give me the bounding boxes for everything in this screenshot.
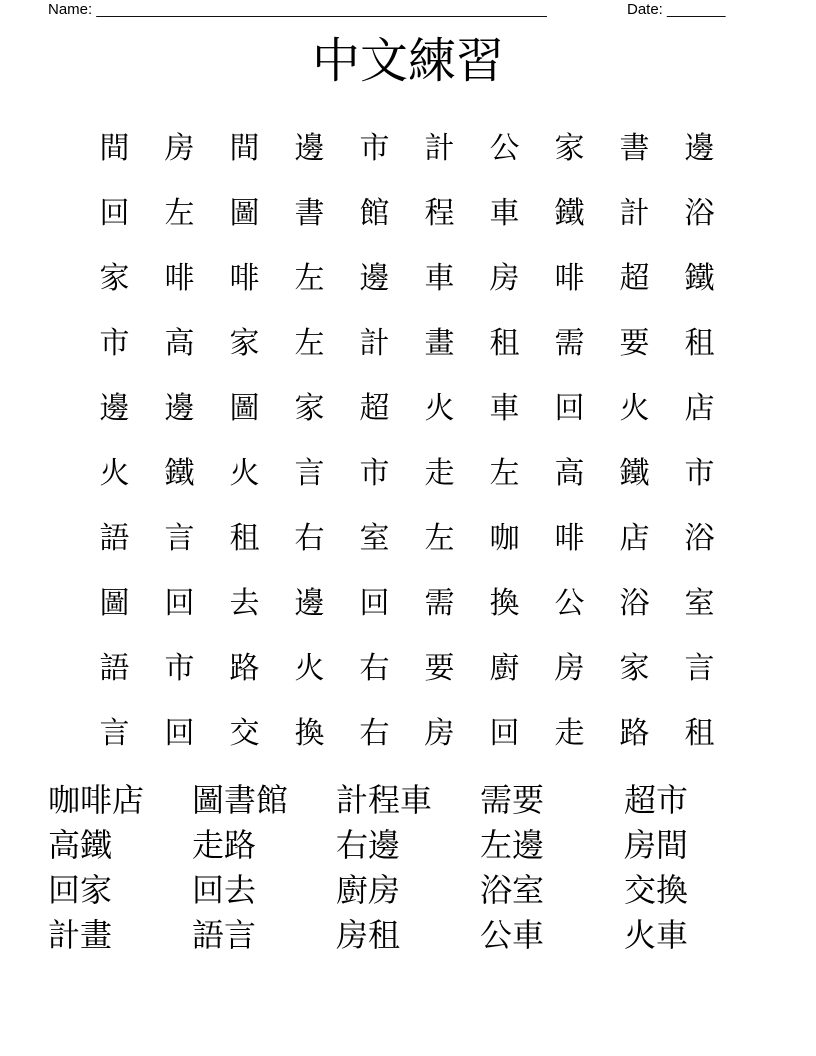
grid-cell: 圖 xyxy=(99,585,130,621)
grid-cell: 租 xyxy=(684,715,715,751)
grid-cell: 鐵 xyxy=(554,195,585,231)
grid-cell: 租 xyxy=(489,325,520,361)
grid-cell: 超 xyxy=(359,390,390,426)
grid-cell: 高 xyxy=(554,455,585,491)
grid-cell: 房 xyxy=(164,130,195,166)
grid-cell: 回 xyxy=(554,390,585,426)
word-list-item: 超市 xyxy=(624,781,689,819)
grid-cell: 邊 xyxy=(99,390,130,426)
word-list-item: 房間 xyxy=(624,826,689,864)
grid-cell: 家 xyxy=(554,130,585,166)
date-line: Date: _______ xyxy=(627,1,726,18)
word-list-item: 廚房 xyxy=(336,871,401,909)
grid-cell: 計 xyxy=(619,195,650,231)
grid-cell: 公 xyxy=(489,130,520,166)
grid-cell: 火 xyxy=(619,390,650,426)
grid-cell: 車 xyxy=(424,260,455,296)
grid-cell: 交 xyxy=(229,715,260,751)
grid-cell: 左 xyxy=(424,520,455,556)
grid-cell: 火 xyxy=(294,650,325,686)
word-list-item: 需要 xyxy=(480,781,545,819)
word-list-item: 語言 xyxy=(192,916,257,954)
worksheet-header xyxy=(48,0,748,20)
grid-cell: 租 xyxy=(229,520,260,556)
grid-cell: 回 xyxy=(164,715,195,751)
word-search-grid xyxy=(82,112,732,762)
grid-cell: 要 xyxy=(424,650,455,686)
word-list-item: 交換 xyxy=(624,871,689,909)
grid-cell: 咖 xyxy=(489,520,520,556)
grid-cell: 邊 xyxy=(684,130,715,166)
grid-cell: 車 xyxy=(489,390,520,426)
word-list-item: 回去 xyxy=(192,871,257,909)
grid-cell: 走 xyxy=(424,455,455,491)
grid-cell: 公 xyxy=(554,585,585,621)
grid-cell: 家 xyxy=(619,650,650,686)
grid-cell: 走 xyxy=(554,715,585,751)
grid-cell: 家 xyxy=(99,260,130,296)
grid-cell: 畫 xyxy=(424,325,455,361)
grid-cell: 市 xyxy=(164,650,195,686)
grid-cell: 浴 xyxy=(684,195,715,231)
grid-cell: 言 xyxy=(294,455,325,491)
grid-cell: 啡 xyxy=(554,520,585,556)
grid-cell: 計 xyxy=(359,325,390,361)
word-list-item: 回家 xyxy=(48,871,113,909)
grid-cell: 路 xyxy=(619,715,650,751)
word-list-item: 走路 xyxy=(192,826,257,864)
grid-cell: 書 xyxy=(619,130,650,166)
grid-cell: 邊 xyxy=(359,260,390,296)
grid-cell: 需 xyxy=(424,585,455,621)
grid-cell: 房 xyxy=(424,715,455,751)
grid-cell: 浴 xyxy=(619,585,650,621)
word-list-item: 公車 xyxy=(480,916,545,954)
grid-cell: 火 xyxy=(229,455,260,491)
name-line: Name: ______________________________________________________ xyxy=(48,1,547,18)
word-list-item: 左邊 xyxy=(480,826,545,864)
grid-cell: 啡 xyxy=(164,260,195,296)
grid-cell: 程 xyxy=(424,195,455,231)
grid-cell: 語 xyxy=(99,650,130,686)
word-list-item: 計畫 xyxy=(48,916,113,954)
grid-cell: 市 xyxy=(359,455,390,491)
grid-cell: 鐵 xyxy=(164,455,195,491)
word-list-item: 咖啡店 xyxy=(48,781,145,819)
grid-cell: 書 xyxy=(294,195,325,231)
grid-cell: 言 xyxy=(164,520,195,556)
grid-cell: 言 xyxy=(99,715,130,751)
grid-cell: 市 xyxy=(684,455,715,491)
word-list-item: 右邊 xyxy=(336,826,401,864)
grid-cell: 間 xyxy=(229,130,260,166)
grid-cell: 啡 xyxy=(229,260,260,296)
grid-cell: 房 xyxy=(489,260,520,296)
grid-cell: 圖 xyxy=(229,390,260,426)
grid-cell: 右 xyxy=(359,650,390,686)
grid-cell: 右 xyxy=(359,715,390,751)
grid-cell: 火 xyxy=(99,455,130,491)
grid-cell: 換 xyxy=(294,715,325,751)
grid-cell: 鐵 xyxy=(619,455,650,491)
grid-cell: 房 xyxy=(554,650,585,686)
grid-cell: 家 xyxy=(229,325,260,361)
grid-cell: 回 xyxy=(164,585,195,621)
word-list-item: 高鐵 xyxy=(48,826,113,864)
grid-cell: 市 xyxy=(359,130,390,166)
grid-cell: 鐵 xyxy=(684,260,715,296)
grid-cell: 去 xyxy=(229,585,260,621)
grid-cell: 火 xyxy=(424,390,455,426)
grid-cell: 左 xyxy=(294,260,325,296)
grid-cell: 超 xyxy=(619,260,650,296)
word-list-item: 浴室 xyxy=(480,871,545,909)
grid-cell: 啡 xyxy=(554,260,585,296)
grid-cell: 邊 xyxy=(164,390,195,426)
grid-cell: 換 xyxy=(489,585,520,621)
grid-cell: 需 xyxy=(554,325,585,361)
word-list-item: 房租 xyxy=(336,916,401,954)
grid-cell: 廚 xyxy=(489,650,520,686)
grid-cell: 車 xyxy=(489,195,520,231)
grid-cell: 回 xyxy=(99,195,130,231)
grid-cell: 高 xyxy=(164,325,195,361)
grid-cell: 回 xyxy=(359,585,390,621)
word-list xyxy=(48,778,768,958)
grid-cell: 室 xyxy=(684,585,715,621)
grid-cell: 回 xyxy=(489,715,520,751)
grid-cell: 室 xyxy=(359,520,390,556)
grid-cell: 左 xyxy=(489,455,520,491)
grid-cell: 店 xyxy=(619,520,650,556)
grid-cell: 邊 xyxy=(294,130,325,166)
grid-cell: 邊 xyxy=(294,585,325,621)
grid-cell: 租 xyxy=(684,325,715,361)
grid-cell: 家 xyxy=(294,390,325,426)
grid-cell: 店 xyxy=(684,390,715,426)
word-list-item: 圖書館 xyxy=(192,781,289,819)
grid-cell: 要 xyxy=(619,325,650,361)
grid-cell: 浴 xyxy=(684,520,715,556)
grid-cell: 語 xyxy=(99,520,130,556)
grid-cell: 館 xyxy=(359,195,390,231)
page-title: 中文練習 xyxy=(311,33,504,89)
grid-cell: 圖 xyxy=(229,195,260,231)
grid-cell: 言 xyxy=(684,650,715,686)
grid-cell: 左 xyxy=(164,195,195,231)
grid-cell: 間 xyxy=(99,130,130,166)
word-list-item: 計程車 xyxy=(336,781,433,819)
grid-cell: 市 xyxy=(99,325,130,361)
grid-cell: 計 xyxy=(424,130,455,166)
grid-cell: 右 xyxy=(294,520,325,556)
grid-cell: 路 xyxy=(229,650,260,686)
word-list-item: 火車 xyxy=(624,916,689,954)
grid-cell: 左 xyxy=(294,325,325,361)
